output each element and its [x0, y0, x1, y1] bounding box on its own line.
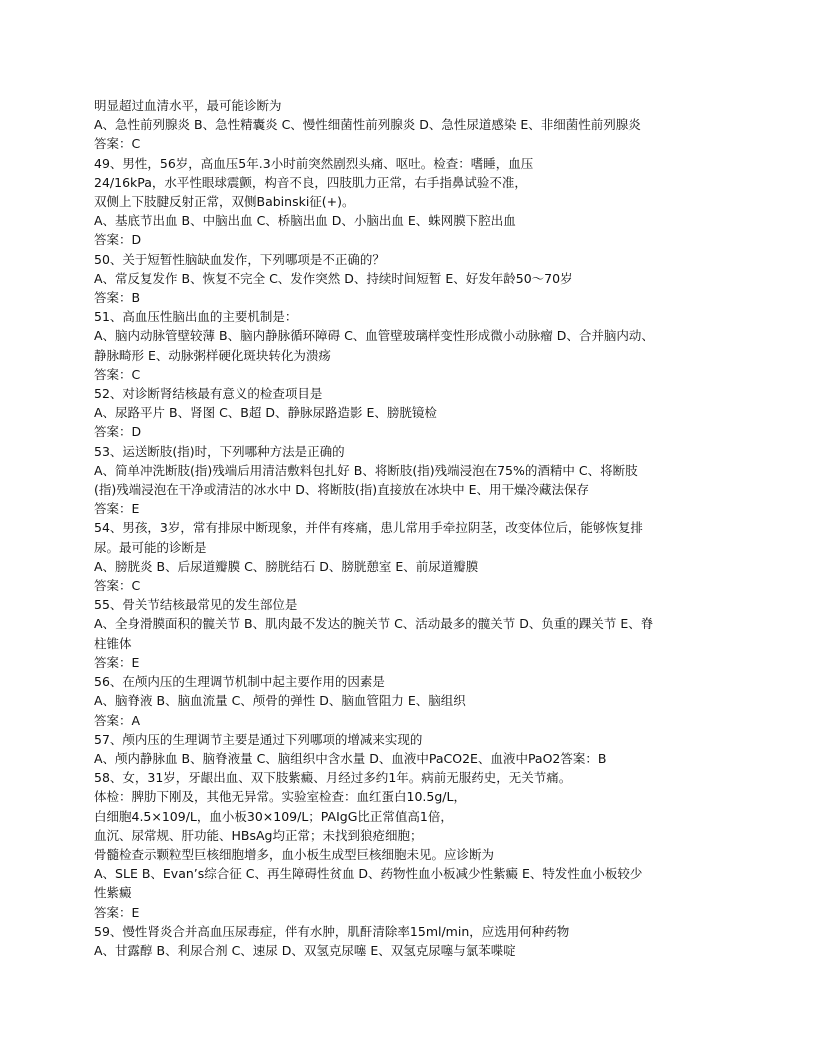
text-line: A、常反复发作 B、恢复不完全 C、发作突然 D、持续时间短暂 E、好发年龄50～70岁: [94, 270, 573, 286]
answer-line: 答案：E: [94, 904, 140, 920]
text-line: A、甘露醇 B、利尿合剂 C、速尿 D、双氢克尿噻 E、双氢克尿噻与氯苯喋啶: [94, 942, 516, 958]
text-line: 尿。最可能的诊断是: [94, 539, 207, 555]
text-line: 49、男性，56岁，高血压5年.3小时前突然剧烈头痛、呕吐。检查：嗜睡，血压: [94, 155, 534, 171]
document-page: [94, 96, 734, 960]
text-line: A、简单冲洗断肢(指)残端后用清洁敷料包扎好 B、将断肢(指)残端浸泡在75%的酒精中 C、将断肢: [94, 462, 638, 478]
text-line: 58、女，31岁，牙龈出血、双下肢紫癜、月经过多约1年。病前无服药史，无关节痛。: [94, 770, 572, 786]
answer-line: 答案：C: [94, 366, 141, 382]
text-line: 55、骨关节结核最常见的发生部位是: [94, 597, 298, 613]
text-line: 双侧上下肢腱反射正常，双侧Babinski征(+)。: [94, 194, 355, 210]
text-line: 24/16kPa，水平性眼球震颤，构音不良，四肢肌力正常，右手指鼻试验不准，: [94, 174, 527, 190]
text-line: 50、关于短暂性脑缺血发作，下列哪项是不正确的？: [94, 251, 385, 267]
answer-line: 答案：E: [94, 501, 140, 517]
text-line: 56、在颅内压的生理调节机制中起主要作用的因素是: [94, 674, 385, 690]
text-line: A、脑内动脉管壁较薄 B、脑内静脉循环障碍 C、血管壁玻璃样变性形成微小动脉瘤 D、合并脑内动、: [94, 328, 654, 344]
text-line: (指)残端浸泡在干净或清洁的冰水中 D、将断肢(指)直接放在冰块中 E、用干燥冷藏法保存: [94, 482, 589, 498]
text-line: 53、运送断肢(指)时，下列哪种方法是正确的: [94, 443, 345, 459]
answer-line: 答案：A: [94, 712, 141, 728]
answer-line: 答案：E: [94, 654, 140, 670]
text-line: 白细胞4.5×109/L，血小板30×109/L；PAIgG比正常值高1倍，: [94, 808, 453, 824]
text-line: A、尿路平片 B、肾图 C、B超 D、静脉尿路造影 E、膀胱镜检: [94, 405, 437, 421]
answer-line: 答案：C: [94, 136, 141, 152]
text-line: A、SLE B、Evan’s综合征 C、再生障碍性贫血 D、药物性血小板减少性紫癜 E、特发性血小板较少: [94, 866, 643, 882]
answer-line: 答案：D: [94, 232, 142, 248]
text-line: 52、对诊断肾结核最有意义的检查项目是: [94, 386, 323, 402]
text-line: 柱锥体: [94, 635, 132, 651]
answer-line: 答案：D: [94, 424, 142, 440]
answer-line: 答案：C: [94, 578, 141, 594]
text-line: A、膀胱炎 B、后尿道瓣膜 C、膀胱结石 D、膀胱憩室 E、前尿道瓣膜: [94, 558, 479, 574]
text-line: 性紫癜: [94, 885, 132, 901]
text-line: 57、颅内压的生理调节主要是通过下列哪项的增减来实现的: [94, 731, 423, 747]
text-line: A、颅内静脉血 B、脑脊液量 C、脑组织中含水量 D、血液中PaCO2E、血液中PaO2答案：B: [94, 750, 607, 766]
text-line: 59、慢性肾炎合并高血压尿毒症，伴有水肿，肌酐清除率15ml/min，应选用何种药物: [94, 923, 570, 939]
text-line: 血沉、尿常规、肝功能、HBsAg均正常；未找到狼疮细胞；: [94, 827, 423, 843]
text-line: 骨髓检查示颗粒型巨核细胞增多，血小板生成型巨核细胞未见。应诊断为: [94, 846, 495, 862]
text-line: A、全身滑膜面积的髋关节 B、肌肉最不发达的腕关节 C、活动最多的髋关节 D、负重的踝关节 E、脊: [94, 616, 654, 632]
text-line: A、脑脊液 B、脑血流量 C、颅骨的弹性 D、脑血管阻力 E、脑组织: [94, 693, 466, 709]
text-line: A、基底节出血 B、中脑出血 C、桥脑出血 D、小脑出血 E、蛛网膜下腔出血: [94, 213, 516, 229]
text-line: 静脉畸形 E、动脉粥样硬化斑块转化为溃疡: [94, 347, 331, 363]
text-line: 54、男孩，3岁，常有排尿中断现象，并伴有疼痛，患儿常用手牵拉阴茎，改变体位后，能够恢复排: [94, 520, 643, 536]
text-line: 体检：脾肋下刚及，其他无异常。实验室检查：血红蛋白10.5g/L，: [94, 789, 466, 805]
answer-line: 答案：B: [94, 290, 141, 306]
text-line: A、急性前列腺炎 B、急性精囊炎 C、慢性细菌性前列腺炎 D、急性尿道感染 E、非细菌性前列腺炎: [94, 117, 641, 133]
text-line: 51、高血压性脑出血的主要机制是：: [94, 309, 298, 325]
text-line: 明显超过血清水平，最可能诊断为: [94, 98, 282, 113]
